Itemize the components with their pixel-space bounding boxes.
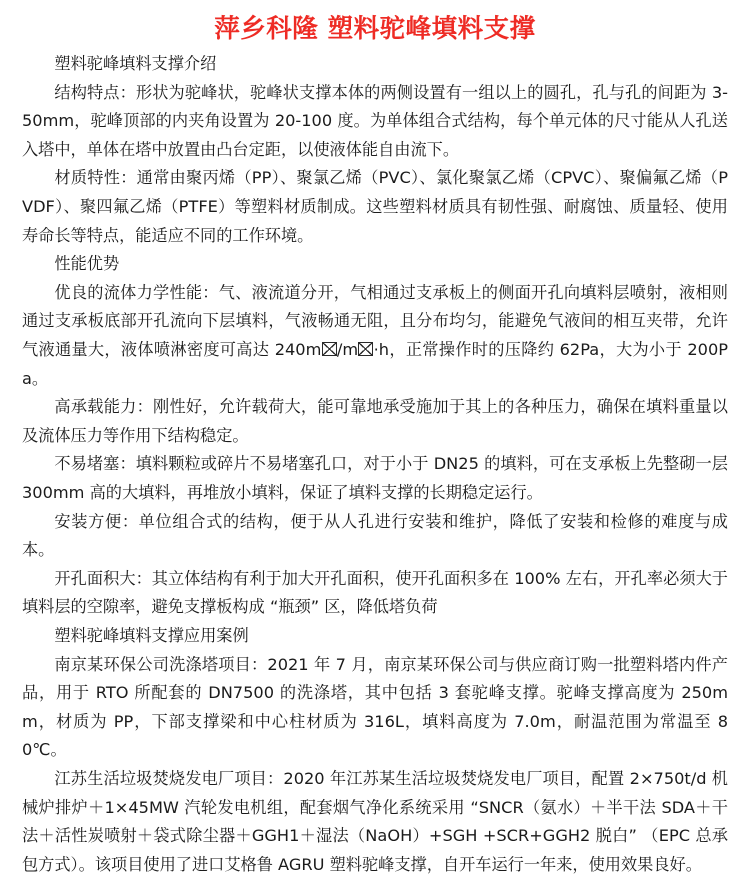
fluid-dynamics-text-before: 优良的流体力学性能：气、液流道分开，气相通过支承板上的侧面开孔向填料层喷射，液相则通过支承板底部开孔流向下层填料，气液畅通无阻，且分布均匀，能避免气液间的相互夹带，允许气液通量大，液体喷淋密度可高达 240m bbox=[22, 282, 728, 360]
paragraph-easy-installation: 安装方便：单位组合式的结构，便于从人孔进行安装和维护，降低了安装和检修的难度与成本。 bbox=[22, 511, 728, 560]
fluid-dynamics-text-middle: /m bbox=[336, 340, 359, 360]
missing-glyph-box-icon-1 bbox=[322, 342, 337, 357]
section-heading-intro: 塑料驼峰填料支撑介绍 bbox=[54, 54, 217, 74]
paragraph-case-nanjing: 南京某环保公司洗涤塔项目：2021 年 7 月，南京某环保公司与供应商订购一批塑料塔内件产品，用于 RTO 所配套的 DN7500 的洗涤塔，其中包括 3 套驼峰支撑。驼峰支撑高度为 250mm，材质为 PP，下部支撑梁和中心柱材质为 316L，填料高度为 7.0m，耐温范围为常温至 80℃。 bbox=[22, 654, 728, 760]
document-body bbox=[0, 50, 750, 879]
paragraph-material-properties: 材质特性：通常由聚丙烯（PP）、聚氯乙烯（PVC）、氯化聚氯乙烯（CPVC）、聚偏氟乙烯（PVDF）、聚四氟乙烯（PTFE）等塑料材质制成。这些塑料材质具有韧性强、耐腐蚀、质量轻、使用寿命长等特点，能适应不同的工作环境。 bbox=[22, 168, 728, 245]
paragraph-anti-clogging: 不易堵塞：填料颗粒或碎片不易堵塞孔口，对于小于 DN25 的填料，可在支承板上先整砌一层 300mm 高的大填料，再堆放小填料，保证了填料支撑的长期稳定运行。 bbox=[22, 454, 728, 502]
paragraph-load-capacity: 高承载能力：刚性好，允许载荷大，能可靠地承受施加于其上的各种压力，确保在填料重量以及流体压力等作用下结构稳定。 bbox=[22, 397, 728, 445]
fluid-dynamics-text-after: ·h，正常操作时的压降约 62Pa，大为小于 200Pa。 bbox=[22, 340, 728, 388]
section-heading-performance: 性能优势 bbox=[54, 254, 120, 274]
missing-glyph-box-icon-2 bbox=[358, 342, 373, 357]
paragraph-case-jiangsu: 江苏生活垃圾焚烧发电厂项目：2020 年江苏某生活垃圾焚烧发电厂项目，配置 2×750t/d 机械炉排炉＋1×45MW 汽轮发电机组，配套烟气净化系统采用 “SNCR（氨水）＋半干法 SDA＋干法＋活性炭喷射＋袋式除尘器＋GGH1＋湿法（NaOH）+SGH +SCR+GGH2 脱白” （EPC 总承包方式）。该项目使用了进口艾格鲁 AGRU 塑料驼峰支撑，自开车运行一年来，使用效果良好。 bbox=[22, 768, 728, 874]
paragraph-open-area: 开孔面积大：其立体结构有利于加大开孔面积，使开孔面积多在 100% 左右，开孔率必须大于填料层的空隙率，避免支撑板构成 “瓶颈” 区，降低塔负荷 bbox=[22, 568, 728, 617]
paragraph-fluid-dynamics bbox=[22, 279, 728, 393]
paragraph-structure-features: 结构特点：形状为驼峰状，驼峰状支撑本体的两侧设置有一组以上的圆孔，孔与孔的间距为 3-50mm，驼峰顶部的内夹角设置为 20-100 度。为单体组合式结构，每个单元体的尺寸能从人孔送入塔中，单体在塔中放置由凸台定距，以使液体能自由流下。 bbox=[22, 82, 728, 159]
section-heading-cases: 塑料驼峰填料支撑应用案例 bbox=[54, 625, 249, 645]
page-title: 萍乡科隆 塑料驼峰填料支撑 bbox=[214, 14, 536, 44]
